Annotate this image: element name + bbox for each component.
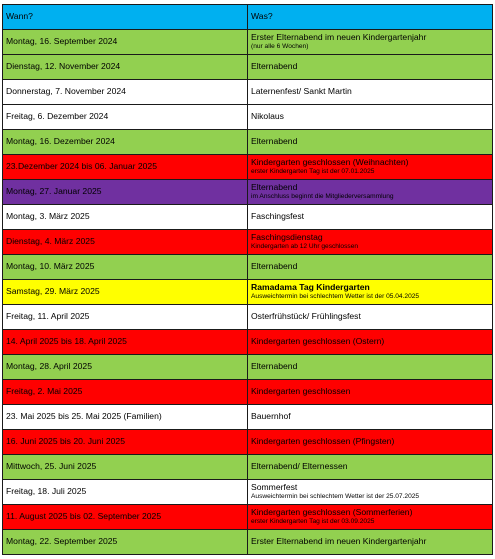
event-title: Faschingsdienstag <box>251 232 323 243</box>
cell-when: Montag, 10. März 2025 <box>3 255 248 280</box>
event-title: Kindergarten geschlossen (Ostern) <box>251 336 385 347</box>
table-row <box>3 305 493 330</box>
cell-when: Montag, 22. September 2025 <box>3 530 248 555</box>
cell-when: Freitag, 2. Mai 2025 <box>3 380 248 405</box>
cell-what <box>248 305 493 330</box>
event-title: Bauernhof <box>251 411 291 422</box>
cell-when: Montag, 27. Januar 2025 <box>3 180 248 205</box>
cell-when: 16. Juni 2025 bis 20. Juni 2025 <box>3 430 248 455</box>
cell-when: 23. Mai 2025 bis 25. Mai 2025 (Familien) <box>3 405 248 430</box>
header-when: Wann? <box>3 5 248 30</box>
table-row <box>3 130 493 155</box>
cell-what <box>248 430 493 455</box>
cell-what <box>248 355 493 380</box>
cell-when: Freitag, 11. April 2025 <box>3 305 248 330</box>
table-row <box>3 55 493 80</box>
cell-what <box>248 480 493 505</box>
event-note: (nur alle 6 Wochen) <box>251 43 309 51</box>
table-row <box>3 380 493 405</box>
table-row <box>3 180 493 205</box>
event-title: Ramadama Tag Kindergarten <box>251 282 370 293</box>
cell-what <box>248 180 493 205</box>
table-row <box>3 355 493 380</box>
table-row <box>3 430 493 455</box>
table-row <box>3 80 493 105</box>
event-title: Faschingsfest <box>251 211 305 222</box>
event-title: Kindergarten geschlossen <box>251 386 351 397</box>
cell-what <box>248 380 493 405</box>
cell-what <box>248 255 493 280</box>
cell-what <box>248 505 493 530</box>
cell-when: Freitag, 18. Juli 2025 <box>3 480 248 505</box>
event-note: Kindergarten ab 12 Uhr geschlossen <box>251 243 359 251</box>
cell-what <box>248 230 493 255</box>
event-title: Osterfrühstück/ Frühlingsfest <box>251 311 361 322</box>
event-note: erster Kindergarten Tag ist der 03.09.2025 <box>251 518 375 526</box>
table-row <box>3 530 493 555</box>
table-row <box>3 330 493 355</box>
cell-what <box>248 105 493 130</box>
table-row <box>3 405 493 430</box>
event-title: Elternabend <box>251 61 298 72</box>
schedule-table <box>2 4 493 555</box>
table-header-row <box>3 5 493 30</box>
table-row <box>3 230 493 255</box>
table-row <box>3 505 493 530</box>
cell-when: Dienstag, 4. März 2025 <box>3 230 248 255</box>
table-row <box>3 205 493 230</box>
event-title: Laternenfest/ Sankt Martin <box>251 86 352 97</box>
table-row <box>3 480 493 505</box>
table-row <box>3 105 493 130</box>
cell-what <box>248 130 493 155</box>
event-title: Elternabend <box>251 261 298 272</box>
event-title: Sommerfest <box>251 482 298 493</box>
cell-when: 14. April 2025 bis 18. April 2025 <box>3 330 248 355</box>
header-what: Was? <box>248 5 493 30</box>
event-title: Kindergarten geschlossen (Sommerferien) <box>251 507 413 518</box>
event-note: im Anschluss beginnt die Mitgliederversammlung <box>251 193 394 201</box>
cell-when: 23.Dezember 2024 bis 06. Januar 2025 <box>3 155 248 180</box>
event-title: Erster Elternabend im neuen Kindergartenjahr <box>251 32 427 43</box>
cell-when: Freitag, 6. Dezember 2024 <box>3 105 248 130</box>
event-title: Elternabend <box>251 361 298 372</box>
cell-when: Montag, 3. März 2025 <box>3 205 248 230</box>
event-title: Kindergarten geschlossen (Pfingsten) <box>251 436 395 447</box>
cell-what <box>248 155 493 180</box>
table-row <box>3 30 493 55</box>
cell-what <box>248 405 493 430</box>
cell-what <box>248 455 493 480</box>
cell-what <box>248 330 493 355</box>
cell-when: 11. August 2025 bis 02. September 2025 <box>3 505 248 530</box>
event-title: Elternabend <box>251 136 298 147</box>
event-title: Nikolaus <box>251 111 284 122</box>
cell-when: Mittwoch, 25. Juni 2025 <box>3 455 248 480</box>
event-note: Ausweichtermin bei schlechtem Wetter ist der 05.04.2025 <box>251 293 420 301</box>
cell-when: Dienstag, 12. November 2024 <box>3 55 248 80</box>
cell-what <box>248 205 493 230</box>
cell-when: Donnerstag, 7. November 2024 <box>3 80 248 105</box>
cell-when: Montag, 28. April 2025 <box>3 355 248 380</box>
event-title: Kindergarten geschlossen (Weihnachten) <box>251 157 409 168</box>
cell-what <box>248 280 493 305</box>
cell-when: Montag, 16. September 2024 <box>3 30 248 55</box>
cell-when: Montag, 16. Dezember 2024 <box>3 130 248 155</box>
event-note: erster Kindergarten Tag ist der 07.01.2025 <box>251 168 375 176</box>
cell-what <box>248 55 493 80</box>
cell-what <box>248 30 493 55</box>
cell-what <box>248 80 493 105</box>
event-title: Elternabend <box>251 182 298 193</box>
cell-what <box>248 530 493 555</box>
table-row <box>3 455 493 480</box>
table-row <box>3 280 493 305</box>
cell-when: Samstag, 29. März 2025 <box>3 280 248 305</box>
event-title: Erster Elternabend im neuen Kindergartenjahr <box>251 536 427 547</box>
table-row <box>3 155 493 180</box>
table-row <box>3 255 493 280</box>
event-title: Elternabend/ Elternessen <box>251 461 348 472</box>
event-note: Ausweichtermin bei schlechtem Wetter ist der 25.07.2025 <box>251 493 420 501</box>
